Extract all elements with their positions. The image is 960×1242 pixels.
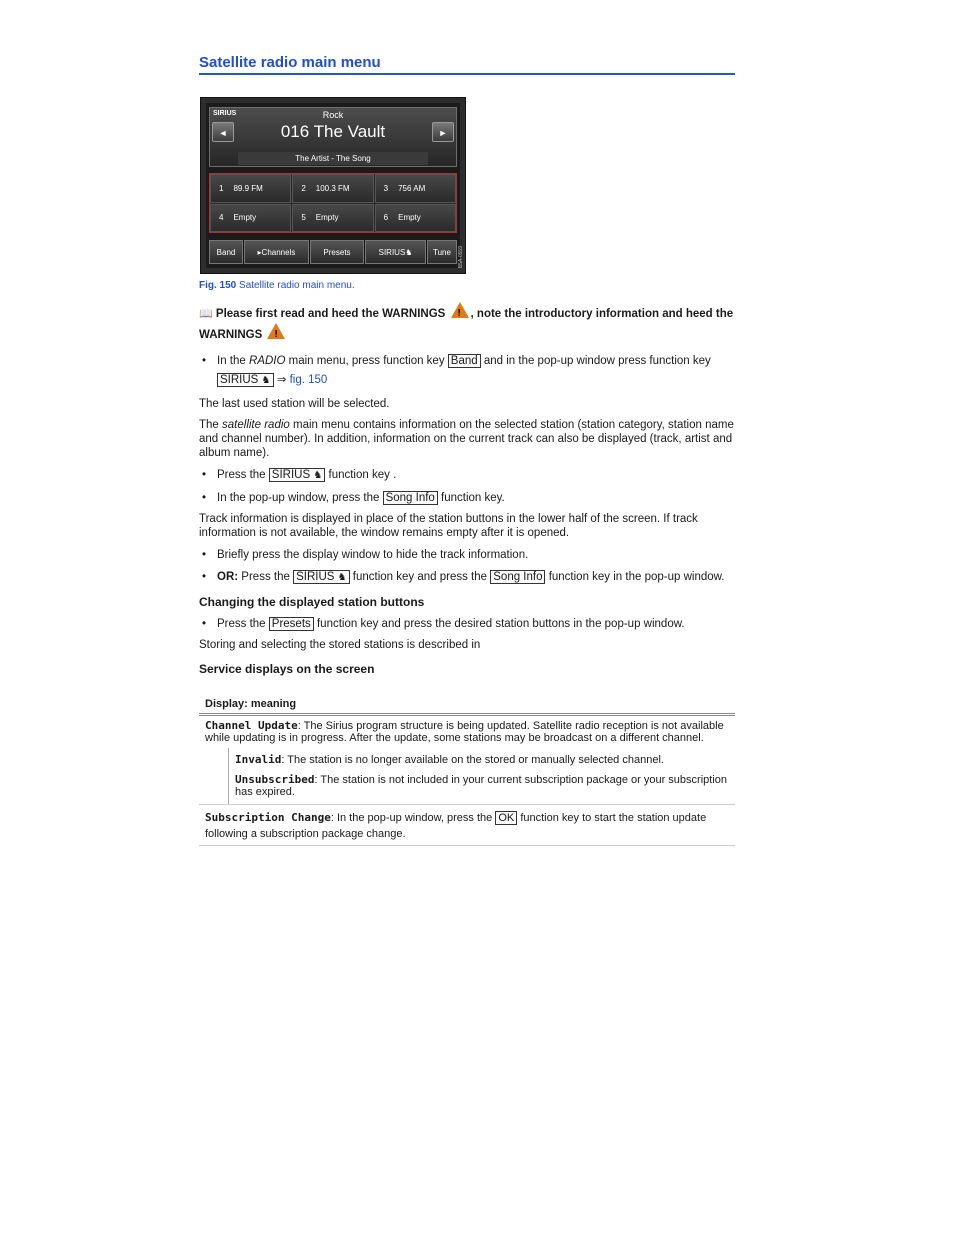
sirius-dog-icon: ♞ (337, 572, 347, 583)
station-category: Rock (322, 110, 344, 120)
page (199, 54, 735, 846)
sirius-key: SIRIUS ♞ (269, 468, 326, 482)
list-item: • OR: Press the SIRIUS ♞ function key and press the Song Info function key in the pop-up window. (199, 570, 735, 585)
preset-button: 5 Empty (292, 204, 373, 233)
table-header: Display: meaning (199, 694, 735, 716)
tune-button: Tune (427, 240, 457, 264)
warning-triangle-icon (451, 302, 469, 318)
sirius-dog-icon: ♞ (405, 247, 413, 257)
sirius-button: SIRIUS ♞ (365, 240, 426, 264)
preset-button: 3 756 AM (375, 174, 456, 203)
figure-caption: Fig. 150 Satellite radio main menu. (199, 280, 355, 291)
sirius-key: SIRIUS ♞ (293, 570, 350, 584)
song-info-key: Song Info (490, 570, 545, 584)
station-header (209, 107, 457, 167)
table-row: Unsubscribed: The station is not included in your current subscription package or your subscription has expired. (235, 773, 728, 798)
band-key: Band (448, 354, 481, 368)
song-info-key: Song Info (383, 491, 438, 505)
sirius-key: SIRIUS ♞ (217, 373, 274, 387)
prev-station-arrow-icon: ◄ (212, 122, 234, 142)
sirius-brand: SIRIUS (213, 110, 237, 117)
sirius-dog-icon: ♞ (261, 375, 271, 386)
radio-toolbar (209, 240, 457, 264)
fig-link[interactable]: fig. 150 (289, 374, 328, 386)
presets-key: Presets (269, 617, 314, 631)
service-table (199, 694, 735, 846)
song-info: The Artist - The Song (238, 152, 428, 165)
figure-id: B5A-0559 (458, 246, 464, 269)
list-item: • Press the SIRIUS ♞ function key . (199, 468, 735, 483)
paragraph: The last used station will be selected. (199, 398, 390, 410)
section-heading: Service displays on the screen (199, 662, 375, 676)
list-item: • In the pop-up window, press the Song Info function key. (199, 491, 735, 505)
paragraph: Storing and selecting the stored stations is described in (199, 639, 481, 651)
radio-screen (206, 103, 460, 268)
list-item: • In the RADIO main menu, press function key Band and in the pop-up window press function key SIRIUS ♞ ⇒ fig. 150 (199, 352, 735, 390)
table-row: Invalid: The station is no longer available on the stored or manually selected channel. (235, 753, 664, 766)
book-icon: 📖 (199, 308, 213, 320)
sub-entries (228, 748, 729, 804)
channels-button: ▸Channels (244, 240, 309, 264)
section-heading: Changing the displayed station buttons (199, 595, 425, 609)
ok-key: OK (495, 811, 517, 825)
warning-note: 📖 Please first read and heed the WARNINGS ! , note the introductory information and heed the WARNINGS ! (199, 302, 735, 344)
band-button: Band (209, 240, 243, 264)
station-name: 016 The Vault (280, 122, 386, 141)
sirius-dog-icon: ♞ (313, 470, 323, 481)
preset-button: 2 100.3 FM (292, 174, 373, 203)
presets-button: Presets (310, 240, 364, 264)
table-row: Channel Update: The Sirius program structure is being updated. Satellite radio reception is not available while updating is in progress. After the update, some stations may be broadcast on a different channel. Invalid: The station is no longer available on the stored or manually selected channel. Unsubscribed: The station is not included in your current subscription package or your subscription has expired. (199, 716, 735, 804)
preset-button: 6 Empty (375, 204, 456, 233)
list-item: • Press the Presets function key and press the desired station buttons in the pop-up window. (199, 617, 735, 631)
table-row: Subscription Change: In the pop-up window, press the OK function key to start the station update following a subscription package change. (199, 804, 735, 846)
list-item: • Briefly press the display window to hide the track information. (199, 548, 735, 562)
warning-triangle-icon (267, 323, 285, 339)
paragraph: The satellite radio main menu contains information on the selected station (station category, station name and channel number). In addition, information on the current track can also be displayed (track, artist and album name). (199, 419, 734, 459)
next-station-arrow-icon: ► (432, 122, 454, 142)
radio-screen-figure (200, 97, 466, 274)
paragraph: Track information is displayed in place of the station buttons in the lower half of the screen. If track information is not available, the window remains empty after it is opened. (199, 513, 698, 539)
preset-button: 1 89.9 FM (210, 174, 291, 203)
preset-grid (209, 173, 457, 233)
page-title: Satellite radio main menu (199, 54, 735, 75)
preset-button: 4 Empty (210, 204, 291, 233)
